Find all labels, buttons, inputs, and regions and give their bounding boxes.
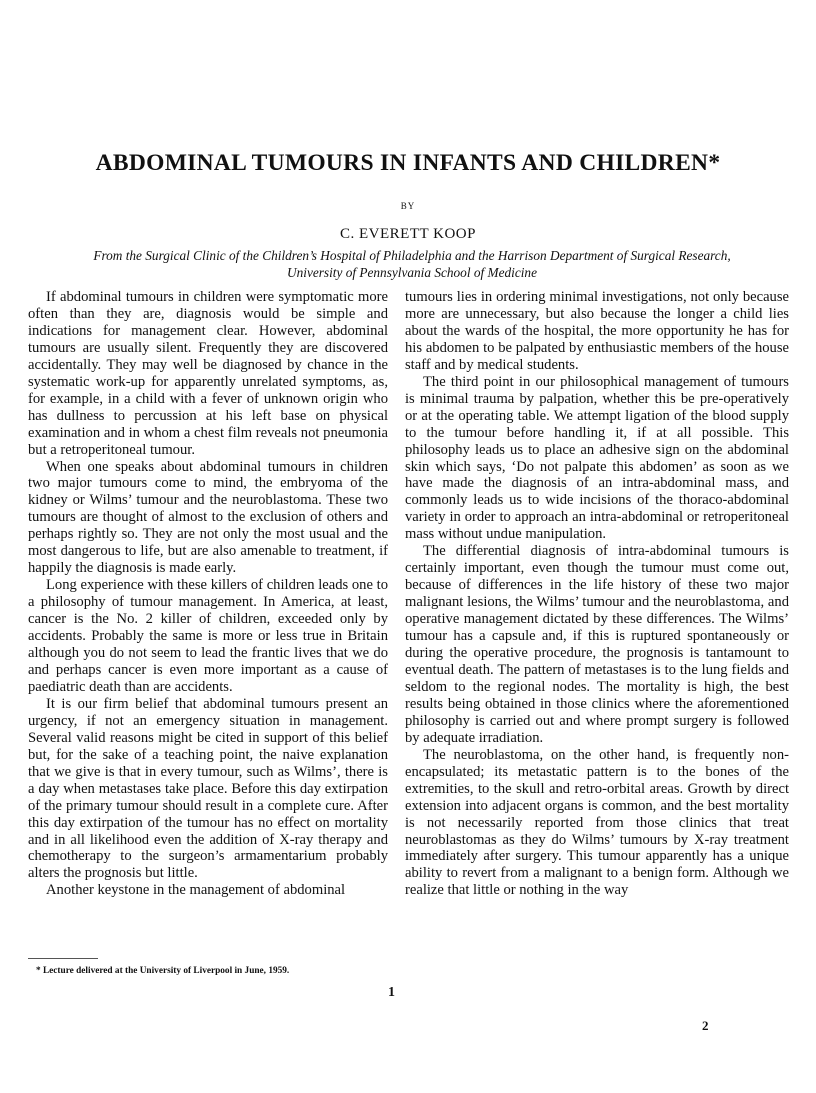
footnote: * Lecture delivered at the University of Liverpool in June, 1959. (36, 966, 290, 976)
paragraph: The differential diagnosis of intra-abdominal tumours is certainly important, even though the tumour must come out, because of differences in the life history of these two major malignant lesions, the Wilms’ tumour and the neuroblastoma, and operative management dictated by these differences. The Wilms’ tumour has a capsule and, if this is ruptured spontaneously or during the operative procedure, the prognosis is tantamount to eventual death. The pattern of metastases is to the lung fields and seldom to the regional nodes. The mortality is high, the best results being obtained in those clinics where the aforementioned philosophy is carried out and where prompt surgery is followed by adequate irradiation. (405, 543, 789, 746)
paragraph: The third point in our philosophical management of tumours is minimal trauma by palpation, whether this be pre-operatively or at the operating table. We attempt ligation of the blood supply to the tumour before handling it, if at all possible. This philosophy leads us to place an adhesive sign on the abdominal skin which says, ‘Do not palpate this abdomen’ as soon as we have made the diagnosis of an intra-abdominal mass, and commonly leads us to wide incisions of the thoraco-abdominal variety in order to approach an intra-abdominal or retroperitoneal mass without undue manipulation. (405, 373, 789, 543)
paragraph: It is our firm belief that abdominal tumours present an urgency, if not an emergency situation in management. Several valid reasons might be cited in support of this belief but, for the sake of a teaching point, the naive explanation that we give is that in every tumour, such as Wilms’, there is a day when metastases take place. Before this day extirpation of the primary tumour should result in a complete cure. After this day extirpation of the tumour has no effect on mortality and in all likelihood even the addition of X-ray therapy and chemotherapy to the surgeon’s armamentarium probably alters the prognosis but little. (28, 695, 388, 882)
paragraph: tumours lies in ordering minimal investigations, not only because more are unnecessary, but also because the longer a child lies about the wards of the hospital, the more opportunity he has for his abdomen to be palpated by enthusiastic members of the house staff and by medical students. (405, 289, 789, 373)
page-number: 1 (388, 985, 395, 1000)
paragraph: If abdominal tumours in children were symptomatic more often than they are, diagnosis would be simple and indications for management clear. However, abdominal tumours are usually silent. Frequently they are discovered accidentally. They may well be diagnosed by chance in the systematic work-up for apparently unrelated symptoms, as, for example, in a child with a fever of unknown origin who has dullness to percussion at his left base on physical examination and in whom a chest film reveals not pneumonia but a retroperitoneal tumour. (28, 289, 388, 458)
byline-by: BY (400, 201, 416, 211)
paragraph: Another keystone in the management of abdominal (46, 882, 346, 899)
left-column (28, 289, 388, 899)
article-title: ABDOMINAL TUMOURS IN INFANTS AND CHILDREN* (95, 150, 721, 176)
affiliation (30, 248, 794, 281)
paragraph: The neuroblastoma, on the other hand, is frequently non-encapsulated; its metastatic pattern is to the bones of the extremities, to the skull and retro-orbital areas. Growth by direct extension into adjacent organs is common, and the best mortality is not necessarily reported from those clinics that treat neuroblastomas as they do Wilms’ tumours by X-ray treatment immediately after surgery. This tumour apparently has a unique ability to revert from a malignant to a benign form. Although we realize that little or nothing in the way (405, 746, 789, 899)
author-name: C. EVERETT KOOP (340, 226, 476, 242)
footnote-divider (28, 958, 98, 959)
affiliation-line-2: University of Pennsylvania School of Medicine (287, 264, 537, 280)
affiliation-line-1: From the Surgical Clinic of the Children’s Hospital of Philadelphia and the Harrison Department of Surgical Research, (93, 248, 731, 263)
right-column (405, 289, 789, 899)
paragraph: When one speaks about abdominal tumours in children two major tumours come to mind, the embryoma of the kidney or Wilms’ tumour and the neuroblastoma. These two tumours are thought of almost to the exclusion of others and perhaps rightly so. They are not only the most usual and the most dangerous to life, but are also amenable to treatment, if happily the diagnosis is made early. (28, 458, 388, 577)
paragraph: Long experience with these killers of children leads one to a philosophy of tumour management. In America, at least, cancer is the No. 2 killer of children, exceeded only by accidents. Probably the same is more or less true in Britain although you do not seem to lead the frantic lives that we do and perhaps cancer is even more important as a cause of paediatric death than are accidents. (28, 577, 388, 695)
page-number-secondary: 2 (702, 1018, 709, 1033)
